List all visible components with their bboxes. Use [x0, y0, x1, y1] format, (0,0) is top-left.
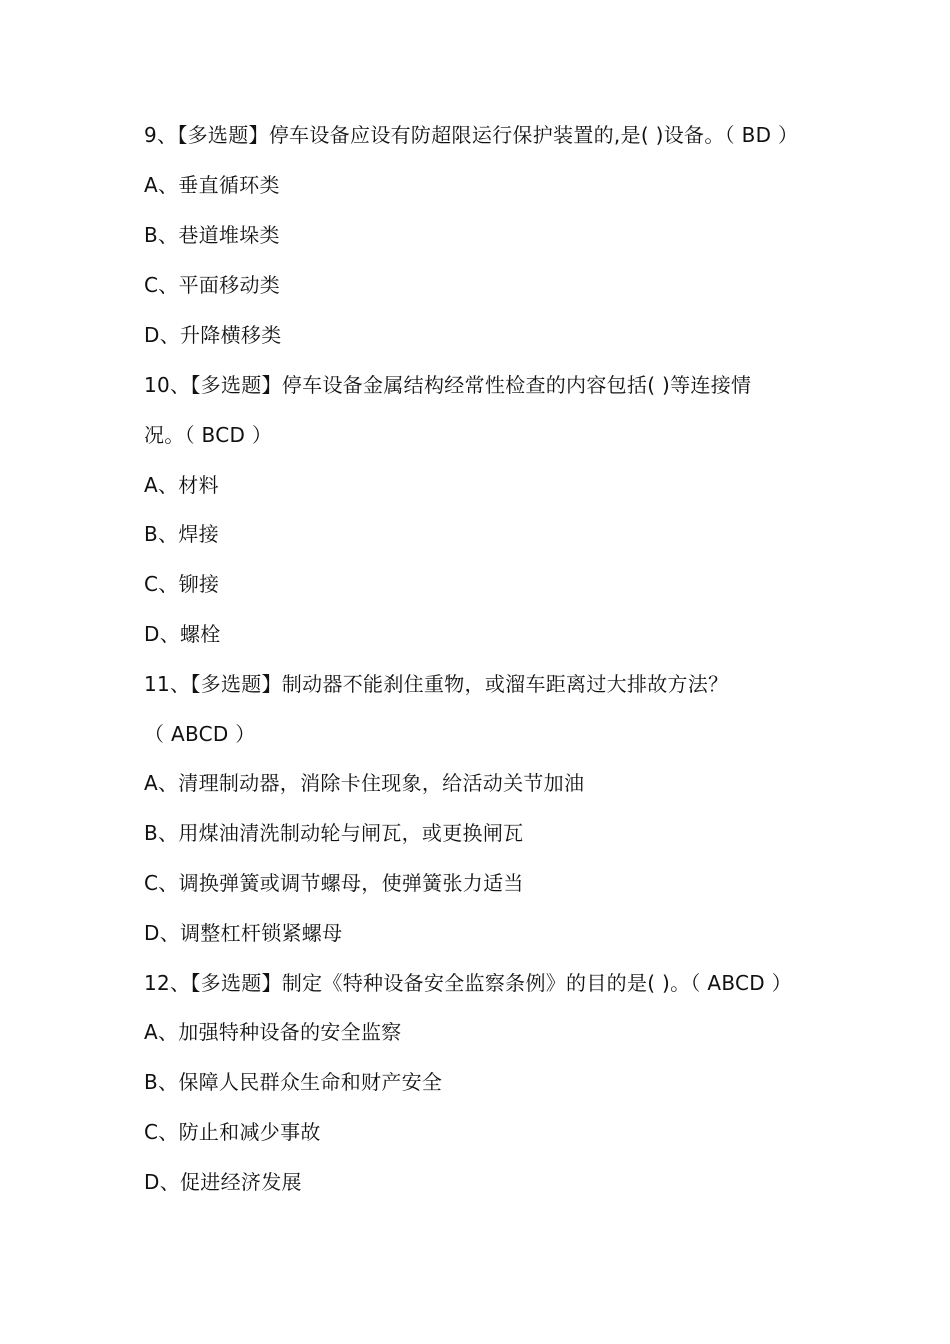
question-11-text: 11、【多选题】制动器不能刹住重物，或溜车距离过大排故方法？	[144, 672, 729, 696]
question-11-option-d: D、调整杠杆锁紧螺母	[144, 921, 343, 945]
question-10-text-continued: 况。（ BCD ）	[144, 423, 273, 447]
question-10-text: 10、【多选题】停车设备金属结构经常性检查的内容包括( )等连接情	[144, 373, 752, 397]
question-12-option-a: A、加强特种设备的安全监察	[144, 1020, 402, 1044]
question-11-text-continued: （ ABCD ）	[144, 722, 256, 746]
question-12-option-c: C、防止和减少事故	[144, 1120, 321, 1144]
question-9-option-c: C、平面移动类	[144, 273, 281, 297]
question-10-option-a: A、材料	[144, 473, 219, 497]
question-9-text: 9、【多选题】停车设备应设有防超限运行保护装置的,是( )设备。（ BD ）	[144, 123, 799, 147]
question-12-text: 12、【多选题】制定《特种设备安全监察条例》的目的是( )。（ ABCD ）	[144, 971, 792, 995]
question-10-option-d: D、螺栓	[144, 622, 221, 646]
question-12-option-d: D、促进经济发展	[144, 1170, 302, 1194]
question-10-option-b: B、焊接	[144, 522, 219, 546]
question-11-option-b: B、用煤油清洗制动轮与闸瓦，或更换闸瓦	[144, 821, 524, 845]
question-11-option-c: C、调换弹簧或调节螺母，使弹簧张力适当	[144, 871, 524, 895]
question-10-option-c: C、铆接	[144, 572, 220, 596]
question-11-option-a: A、清理制动器，消除卡住现象，给活动关节加油	[144, 771, 585, 795]
question-9-option-d: D、升降横移类	[144, 323, 282, 347]
question-12-option-b: B、保障人民群众生命和财产安全	[144, 1070, 443, 1094]
question-9-option-a: A、垂直循环类	[144, 173, 280, 197]
question-9-option-b: B、巷道堆垛类	[144, 223, 280, 247]
